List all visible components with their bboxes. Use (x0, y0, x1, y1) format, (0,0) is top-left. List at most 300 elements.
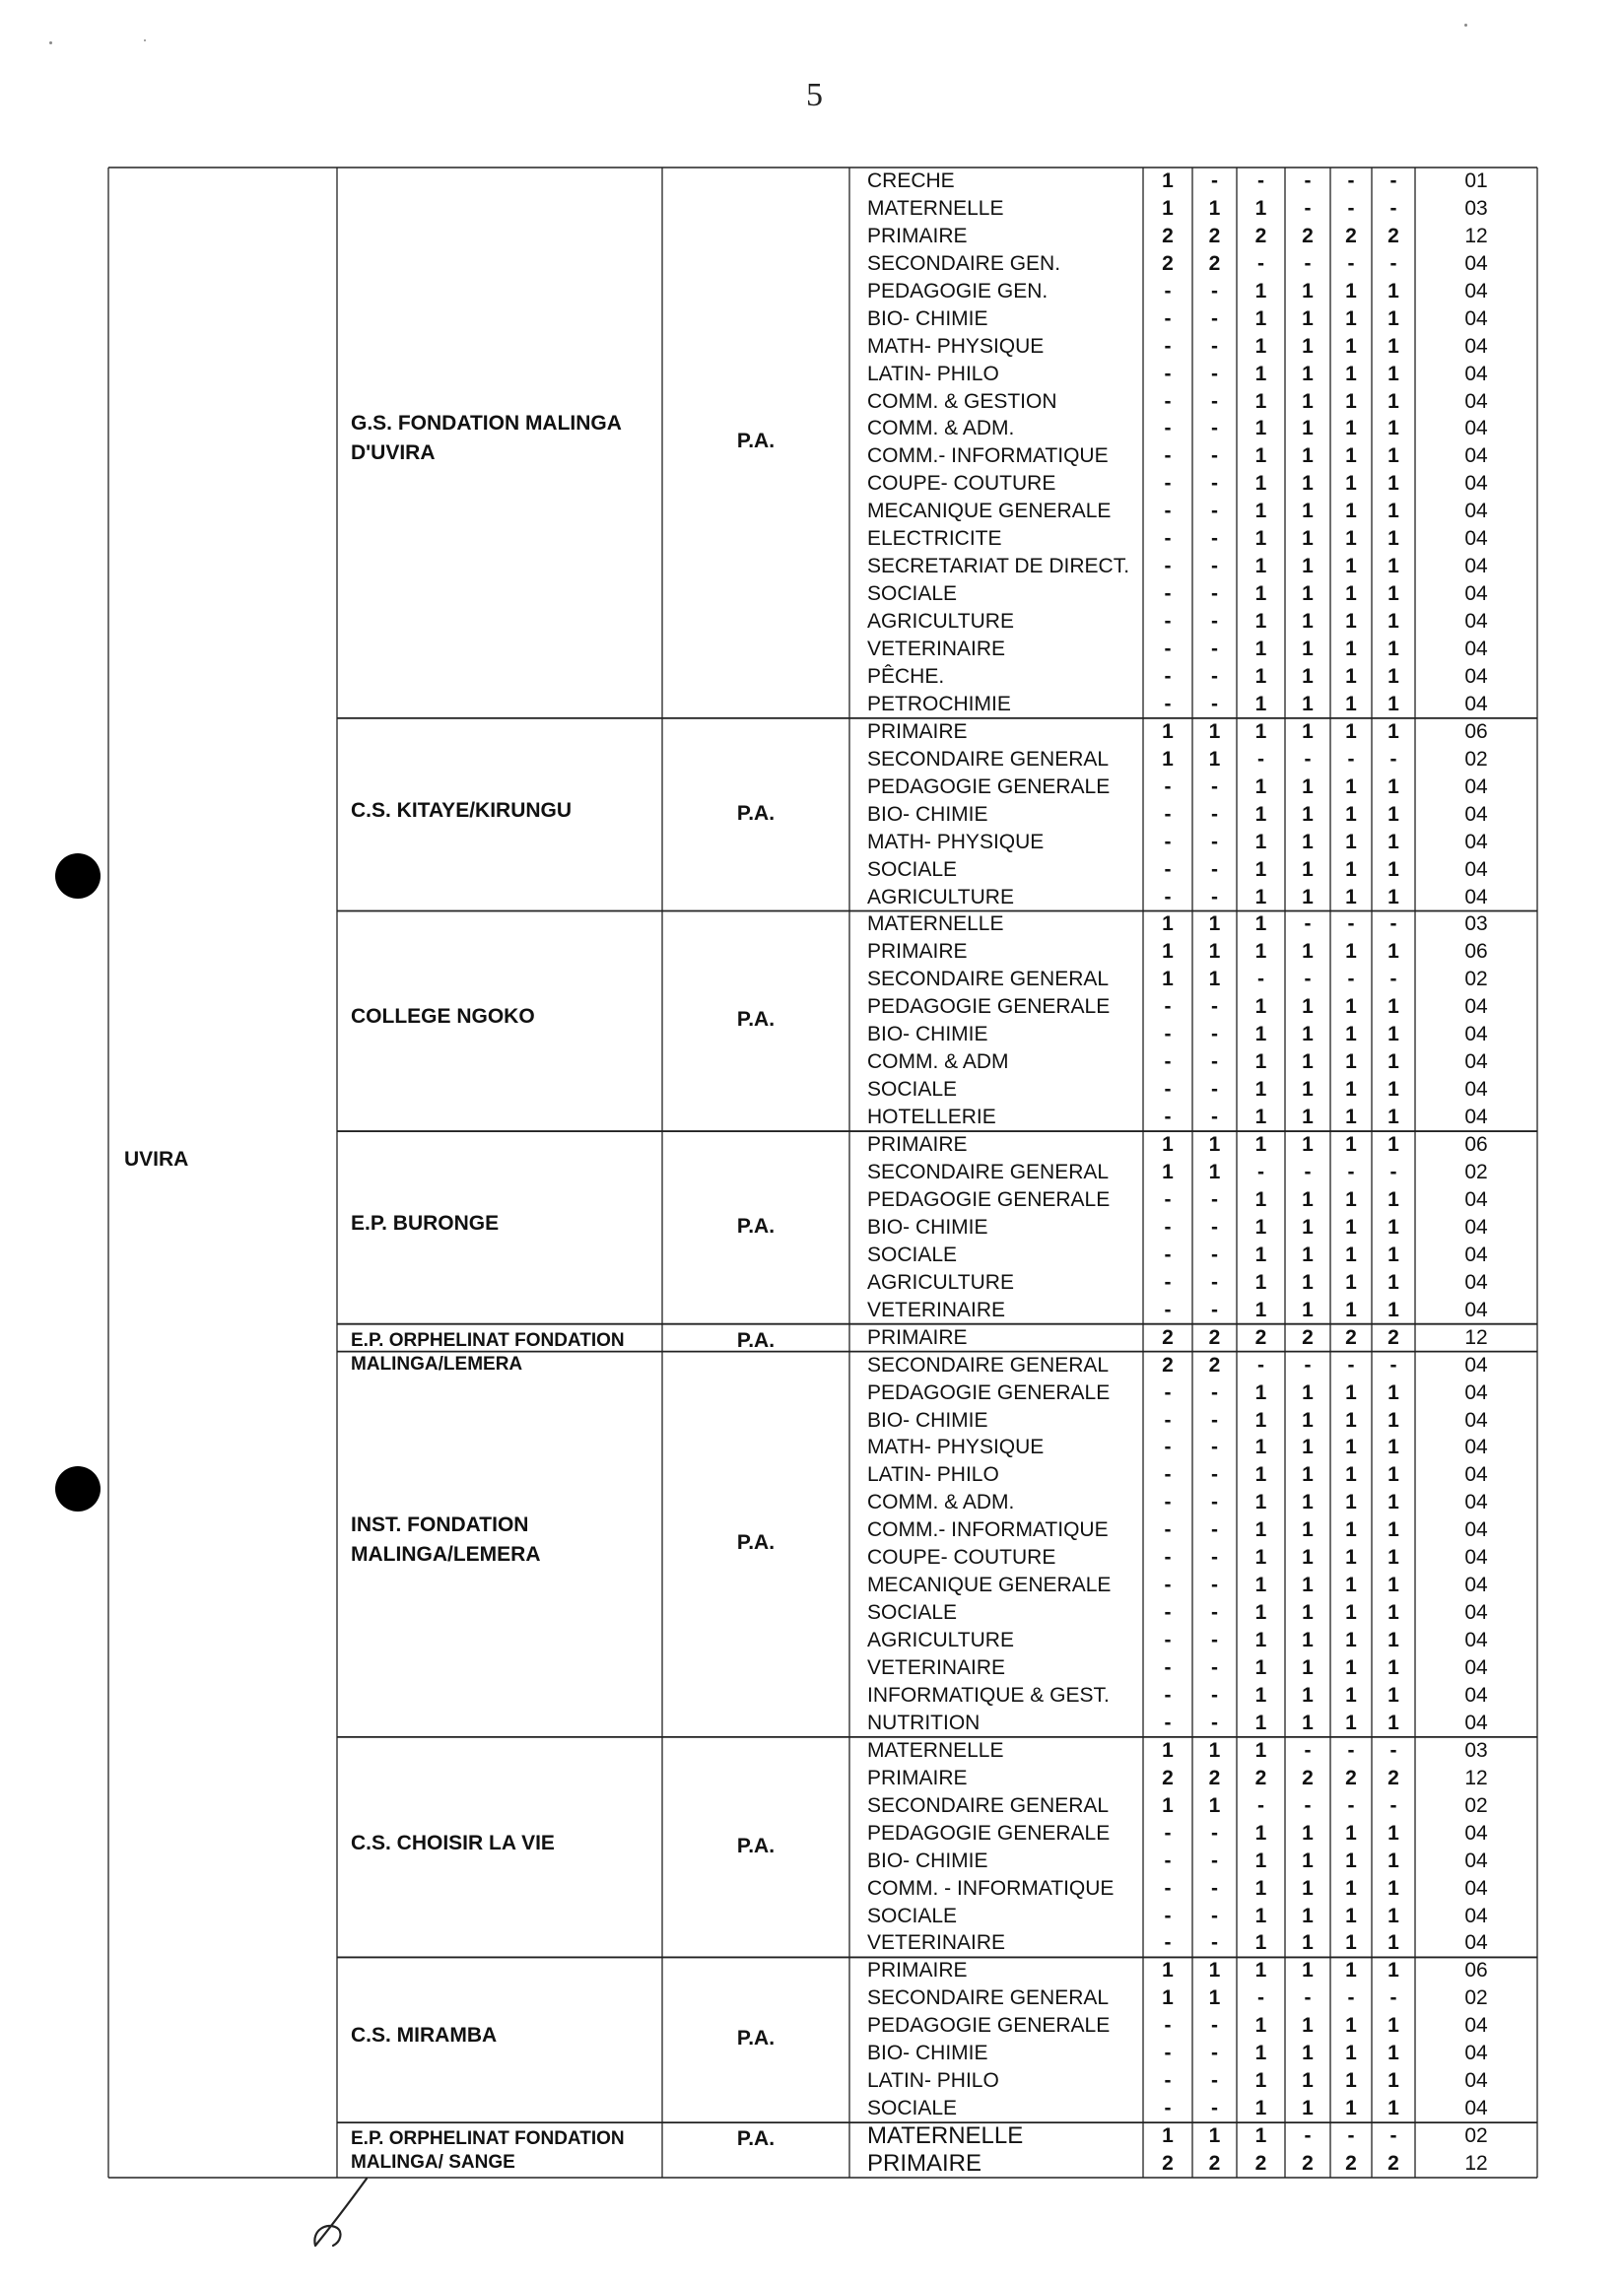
class-count: 1 (1345, 940, 1357, 964)
class-count: 1 (1302, 1601, 1314, 1625)
class-count: - (1257, 747, 1264, 771)
row-total: 02 (1464, 1986, 1488, 2010)
row-total: 04 (1464, 472, 1488, 496)
class-count: 1 (1302, 692, 1314, 715)
class-count: 1 (1387, 885, 1399, 908)
class-count: - (1164, 664, 1172, 688)
class-count: - (1211, 1187, 1218, 1211)
class-count: 1 (1208, 1133, 1221, 1157)
class-count: - (1164, 1683, 1172, 1707)
class-count: - (1257, 968, 1264, 991)
row-total: 04 (1464, 885, 1488, 908)
class-count: 1 (1302, 1904, 1314, 1927)
option-label: PEDAGOGIE GENERALE (867, 1821, 1111, 1845)
class-count: 1 (1345, 802, 1357, 826)
class-count: - (1211, 1050, 1218, 1074)
class-count: 1 (1254, 692, 1267, 715)
class-count: 1 (1345, 389, 1357, 413)
class-count: 1 (1254, 1904, 1267, 1927)
class-count: - (1211, 885, 1218, 908)
class-count: 1 (1302, 582, 1314, 606)
school-name: MALINGA/ SANGE (351, 2152, 515, 2174)
class-count: 1 (1254, 719, 1267, 743)
class-count: 1 (1345, 1050, 1357, 1074)
row-total: 06 (1464, 719, 1488, 743)
class-count: 1 (1387, 1050, 1399, 1074)
class-count: 1 (1387, 1711, 1399, 1734)
class-count: 1 (1387, 1518, 1399, 1542)
class-count: 1 (1302, 940, 1314, 964)
class-count: 1 (1254, 1683, 1267, 1707)
option-label: PEDAGOGIE GENERALE (867, 1187, 1111, 1211)
option-label: SECONDAIRE GENERAL (867, 1986, 1110, 2010)
row-total: 04 (1464, 1821, 1488, 1845)
class-count: - (1347, 196, 1355, 220)
class-count: - (1211, 1518, 1218, 1542)
class-count: - (1211, 306, 1218, 330)
class-count: 1 (1345, 444, 1357, 468)
class-count: 1 (1162, 1738, 1174, 1762)
class-count: 1 (1162, 196, 1174, 220)
class-count: - (1211, 1546, 1218, 1570)
class-count: 1 (1345, 830, 1357, 853)
class-count: 1 (1387, 1243, 1399, 1266)
class-count: - (1164, 417, 1172, 440)
class-count: - (1164, 527, 1172, 551)
row-total: 04 (1464, 1491, 1488, 1514)
class-count: 1 (1387, 500, 1399, 523)
class-count: 1 (1345, 555, 1357, 578)
school-name: E.P. ORPHELINAT FONDATION (351, 2128, 625, 2150)
class-count: - (1164, 472, 1172, 496)
class-count: - (1211, 389, 1218, 413)
option-label: PRIMAIRE (867, 224, 968, 247)
class-count: - (1164, 638, 1172, 661)
school-regime: P.A. (736, 1834, 776, 1857)
option-label: NUTRITION (867, 1711, 981, 1734)
class-count: - (1211, 1711, 1218, 1734)
class-count: - (1257, 1986, 1264, 2010)
class-count: 1 (1387, 1106, 1399, 1129)
class-count: - (1164, 1408, 1172, 1432)
class-count: 1 (1254, 1187, 1267, 1211)
class-count: 1 (1302, 279, 1314, 303)
row-total: 04 (1464, 1463, 1488, 1487)
class-count: 2 (1345, 1325, 1357, 1349)
school-regime: P.A. (736, 1531, 776, 1555)
class-count: 1 (1345, 1683, 1357, 1707)
row-total: 12 (1464, 2152, 1488, 2176)
class-count: 1 (1387, 1876, 1399, 1900)
row-total: 03 (1464, 196, 1488, 220)
class-count: 1 (1387, 334, 1399, 358)
option-label: BIO- CHIMIE (867, 1215, 988, 1239)
class-count: 2 (1302, 1766, 1314, 1789)
class-count: 2 (1302, 224, 1314, 247)
class-count: 1 (1302, 1959, 1314, 1983)
school-name: C.S. KITAYE/KIRUNGU (351, 798, 573, 822)
class-count: 2 (1345, 224, 1357, 247)
class-count: - (1211, 1821, 1218, 1845)
class-count: 2 (1208, 1325, 1221, 1349)
class-count: 1 (1302, 885, 1314, 908)
option-label: SECONDAIRE GENERAL (867, 968, 1110, 991)
row-total: 04 (1464, 279, 1488, 303)
option-label: COMM. & ADM. (867, 1491, 1015, 1514)
class-count: - (1211, 472, 1218, 496)
option-label: PEDAGOGIE GEN. (867, 279, 1049, 303)
row-total: 04 (1464, 1243, 1488, 1266)
class-count: 1 (1345, 1408, 1357, 1432)
class-count: 1 (1302, 1518, 1314, 1542)
school-name: C.S. CHOISIR LA VIE (351, 1831, 555, 1854)
class-count: - (1164, 995, 1172, 1019)
class-count: - (1164, 1380, 1172, 1404)
class-count: 1 (1387, 857, 1399, 881)
class-count: 1 (1345, 1546, 1357, 1570)
class-count: - (1164, 1270, 1172, 1294)
class-count: - (1164, 1463, 1172, 1487)
row-total: 04 (1464, 389, 1488, 413)
class-count: - (1257, 1793, 1264, 1817)
class-count: 1 (1254, 1133, 1267, 1157)
class-count: 1 (1302, 500, 1314, 523)
class-count: 1 (1345, 2014, 1357, 2038)
option-label: AGRICULTURE (867, 1270, 1014, 1294)
class-count: 1 (1302, 389, 1314, 413)
class-count: - (1304, 1738, 1312, 1762)
option-label: PEDAGOGIE GENERALE (867, 774, 1111, 798)
option-label: BIO- CHIMIE (867, 306, 988, 330)
class-count: - (1211, 692, 1218, 715)
class-count: 1 (1162, 747, 1174, 771)
row-total: 04 (1464, 1876, 1488, 1900)
class-count: 1 (1345, 1106, 1357, 1129)
class-count: 1 (1208, 2124, 1221, 2148)
class-count: - (1164, 1876, 1172, 1900)
option-label: PETROCHIMIE (867, 692, 1011, 715)
option-label: SOCIALE (867, 582, 958, 606)
region-label: UVIRA (124, 1148, 189, 1171)
class-count: - (1164, 1546, 1172, 1570)
option-label: PRIMAIRE (867, 1325, 968, 1349)
row-total: 04 (1464, 638, 1488, 661)
class-count: 1 (1387, 1574, 1399, 1597)
class-count: 1 (1302, 2014, 1314, 2038)
class-count: 1 (1387, 1601, 1399, 1625)
option-label: BIO- CHIMIE (867, 1849, 988, 1872)
option-label: SOCIALE (867, 1904, 958, 1927)
class-count: 1 (1345, 1243, 1357, 1266)
class-count: 1 (1302, 1436, 1314, 1459)
class-count: 1 (1345, 306, 1357, 330)
school-name: E.P. BURONGE (351, 1211, 500, 1235)
class-count: - (1211, 1601, 1218, 1625)
row-total: 06 (1464, 1959, 1488, 1983)
row-total: 04 (1464, 1546, 1488, 1570)
class-count: - (1257, 251, 1264, 275)
row-total: 04 (1464, 500, 1488, 523)
class-count: 1 (1254, 1601, 1267, 1625)
class-count: 1 (1254, 1215, 1267, 1239)
class-count: - (1389, 196, 1397, 220)
option-label: COMM.- INFORMATIQUE (867, 444, 1109, 468)
class-count: 1 (1345, 719, 1357, 743)
class-count: 1 (1254, 2124, 1267, 2148)
option-label: SECRETARIAT DE DIRECT. (867, 555, 1130, 578)
class-count: 1 (1387, 1491, 1399, 1514)
class-count: - (1389, 968, 1397, 991)
class-count: 1 (1302, 1849, 1314, 1872)
class-count: 1 (1387, 995, 1399, 1019)
class-count: 1 (1162, 1793, 1174, 1817)
class-count: 1 (1302, 1876, 1314, 1900)
option-label: MECANIQUE GENERALE (867, 500, 1112, 523)
row-total: 12 (1464, 1325, 1488, 1349)
class-count: 1 (1345, 500, 1357, 523)
row-total: 04 (1464, 1711, 1488, 1734)
class-count: - (1304, 251, 1312, 275)
class-count: 1 (1254, 774, 1267, 798)
class-count: 1 (1345, 692, 1357, 715)
option-label: PRIMAIRE (867, 940, 968, 964)
class-count: 1 (1387, 389, 1399, 413)
class-count: - (1211, 830, 1218, 853)
class-count: - (1347, 1353, 1355, 1377)
class-count: - (1211, 1215, 1218, 1239)
class-count: 1 (1208, 196, 1221, 220)
class-count: - (1164, 885, 1172, 908)
class-count: - (1347, 912, 1355, 936)
option-label: PEDAGOGIE GENERALE (867, 1380, 1111, 1404)
class-count: - (1164, 334, 1172, 358)
class-count: 1 (1387, 444, 1399, 468)
class-count: - (1304, 2124, 1312, 2148)
class-count: 1 (1254, 1931, 1267, 1955)
row-total: 04 (1464, 995, 1488, 1019)
class-count: - (1211, 1656, 1218, 1679)
option-label: COMM. & GESTION (867, 389, 1057, 413)
option-label: SOCIALE (867, 1601, 958, 1625)
class-count: - (1211, 995, 1218, 1019)
class-count: - (1211, 664, 1218, 688)
option-label: MATH- PHYSIQUE (867, 830, 1045, 853)
class-count: - (1389, 1986, 1397, 2010)
row-total: 04 (1464, 2014, 1488, 2038)
school-name: COLLEGE NGOKO (351, 1005, 535, 1029)
class-count: 1 (1345, 1904, 1357, 1927)
class-count: - (1164, 1436, 1172, 1459)
class-count: 1 (1254, 857, 1267, 881)
option-label: PRIMAIRE (867, 719, 968, 743)
row-total: 04 (1464, 1215, 1488, 1239)
class-count: - (1211, 2069, 1218, 2093)
school-regime: P.A. (736, 2127, 776, 2151)
class-count: - (1164, 1106, 1172, 1129)
class-count: 1 (1162, 940, 1174, 964)
class-count: 1 (1345, 885, 1357, 908)
class-count: - (1164, 1931, 1172, 1955)
class-count: 1 (1302, 472, 1314, 496)
class-count: 1 (1387, 1298, 1399, 1321)
class-count: - (1164, 830, 1172, 853)
class-count: 1 (1387, 2042, 1399, 2065)
class-count: 1 (1387, 1187, 1399, 1211)
class-count: - (1304, 1353, 1312, 1377)
option-label: SOCIALE (867, 1243, 958, 1266)
class-count: 1 (1345, 527, 1357, 551)
class-count: - (1211, 417, 1218, 440)
class-count: 1 (1162, 912, 1174, 936)
class-count: 1 (1208, 1161, 1221, 1183)
signature (307, 2173, 376, 2252)
option-label: VETERINAIRE (867, 1931, 1006, 1955)
row-total: 04 (1464, 1023, 1488, 1046)
option-label: AGRICULTURE (867, 1629, 1014, 1652)
row-total: 04 (1464, 417, 1488, 440)
class-count: 1 (1254, 1436, 1267, 1459)
class-count: - (1164, 1629, 1172, 1652)
school-regime: P.A. (736, 2027, 776, 2051)
class-count: 1 (1254, 555, 1267, 578)
class-count: - (1304, 1986, 1312, 2010)
class-count: 1 (1302, 2069, 1314, 2093)
class-count: - (1389, 912, 1397, 936)
option-label: COMM. & ADM (867, 1050, 1009, 1074)
class-count: 1 (1254, 885, 1267, 908)
class-count: - (1304, 1793, 1312, 1817)
row-total: 03 (1464, 912, 1488, 936)
class-count: 1 (1302, 995, 1314, 1019)
row-total: 04 (1464, 1408, 1488, 1432)
class-count: 1 (1387, 1408, 1399, 1432)
class-count: 1 (1254, 417, 1267, 440)
class-count: 1 (1208, 940, 1221, 964)
class-count: - (1211, 638, 1218, 661)
class-count: 1 (1254, 1491, 1267, 1514)
class-count: - (1211, 774, 1218, 798)
class-count: 1 (1387, 555, 1399, 578)
row-total: 12 (1464, 1766, 1488, 1789)
class-count: 1 (1254, 1298, 1267, 1321)
row-total: 04 (1464, 555, 1488, 578)
class-count: 1 (1345, 1849, 1357, 1872)
class-count: 1 (1302, 1931, 1314, 1955)
class-count: - (1211, 362, 1218, 385)
class-count: 1 (1302, 555, 1314, 578)
school-name: MALINGA/LEMERA (351, 1543, 541, 1567)
row-total: 04 (1464, 802, 1488, 826)
class-count: 1 (1302, 1298, 1314, 1321)
option-label: AGRICULTURE (867, 610, 1014, 634)
class-count: 1 (1302, 1408, 1314, 1432)
class-count: 1 (1345, 1629, 1357, 1652)
class-count: - (1164, 1574, 1172, 1597)
class-count: 1 (1254, 279, 1267, 303)
class-count: 1 (1254, 638, 1267, 661)
class-count: 1 (1254, 1959, 1267, 1983)
class-count: 1 (1302, 1215, 1314, 1239)
class-count: - (1164, 692, 1172, 715)
class-count: 2 (1208, 1353, 1221, 1377)
class-count: 1 (1254, 472, 1267, 496)
class-count: - (1211, 1243, 1218, 1266)
class-count: 1 (1208, 1793, 1221, 1817)
class-count: - (1164, 1656, 1172, 1679)
class-count: 1 (1345, 362, 1357, 385)
option-label: COUPE- COUTURE (867, 1546, 1056, 1570)
class-count: - (1211, 2014, 1218, 2038)
class-count: - (1164, 2014, 1172, 2038)
option-label: MATERNELLE (867, 2122, 1024, 2150)
class-count: 1 (1345, 1187, 1357, 1211)
class-count: 1 (1387, 664, 1399, 688)
class-count: - (1211, 1491, 1218, 1514)
class-count: 2 (1162, 1353, 1174, 1377)
class-count: - (1164, 306, 1172, 330)
class-count: 1 (1345, 1436, 1357, 1459)
class-count: 1 (1345, 857, 1357, 881)
class-count: - (1211, 1876, 1218, 1900)
row-total: 02 (1464, 747, 1488, 771)
class-count: 1 (1345, 472, 1357, 496)
class-count: - (1347, 251, 1355, 275)
option-label: AGRICULTURE (867, 885, 1014, 908)
class-count: 1 (1387, 1133, 1399, 1157)
class-count: 1 (1302, 2042, 1314, 2065)
school-name: E.P. ORPHELINAT FONDATION (351, 1329, 625, 1351)
class-count: 1 (1345, 2042, 1357, 2065)
class-count: 1 (1254, 1050, 1267, 1074)
row-total: 04 (1464, 1298, 1488, 1321)
class-count: 1 (1254, 664, 1267, 688)
class-count: 1 (1302, 1270, 1314, 1294)
class-count: 1 (1345, 2097, 1357, 2120)
class-count: 1 (1302, 1574, 1314, 1597)
class-count: 1 (1302, 1106, 1314, 1129)
class-count: 1 (1387, 830, 1399, 853)
class-count: 1 (1387, 692, 1399, 715)
row-total: 04 (1464, 362, 1488, 385)
class-count: 1 (1254, 362, 1267, 385)
option-label: SECONDAIRE GENERAL (867, 1353, 1110, 1377)
class-count: 1 (1302, 1023, 1314, 1046)
class-count: - (1164, 1023, 1172, 1046)
class-count: - (1347, 168, 1355, 192)
class-count: 2 (1254, 1766, 1267, 1789)
class-count: 1 (1387, 1821, 1399, 1845)
class-count: 1 (1387, 527, 1399, 551)
class-count: 2 (1254, 1325, 1267, 1349)
class-count: 1 (1254, 1408, 1267, 1432)
row-total: 04 (1464, 1380, 1488, 1404)
class-count: 1 (1387, 2014, 1399, 2038)
school-name: D'UVIRA (351, 441, 436, 465)
class-count: 1 (1302, 2097, 1314, 2120)
class-count: 1 (1302, 719, 1314, 743)
class-count: 1 (1254, 940, 1267, 964)
row-total: 04 (1464, 774, 1488, 798)
class-count: 1 (1254, 1821, 1267, 1845)
class-count: 2 (1162, 1766, 1174, 1789)
row-total: 04 (1464, 1078, 1488, 1102)
class-count: 1 (1345, 417, 1357, 440)
class-count: 1 (1387, 1270, 1399, 1294)
option-label: SOCIALE (867, 857, 958, 881)
class-count: - (1211, 1463, 1218, 1487)
class-count: 1 (1387, 279, 1399, 303)
option-label: BIO- CHIMIE (867, 2042, 988, 2065)
